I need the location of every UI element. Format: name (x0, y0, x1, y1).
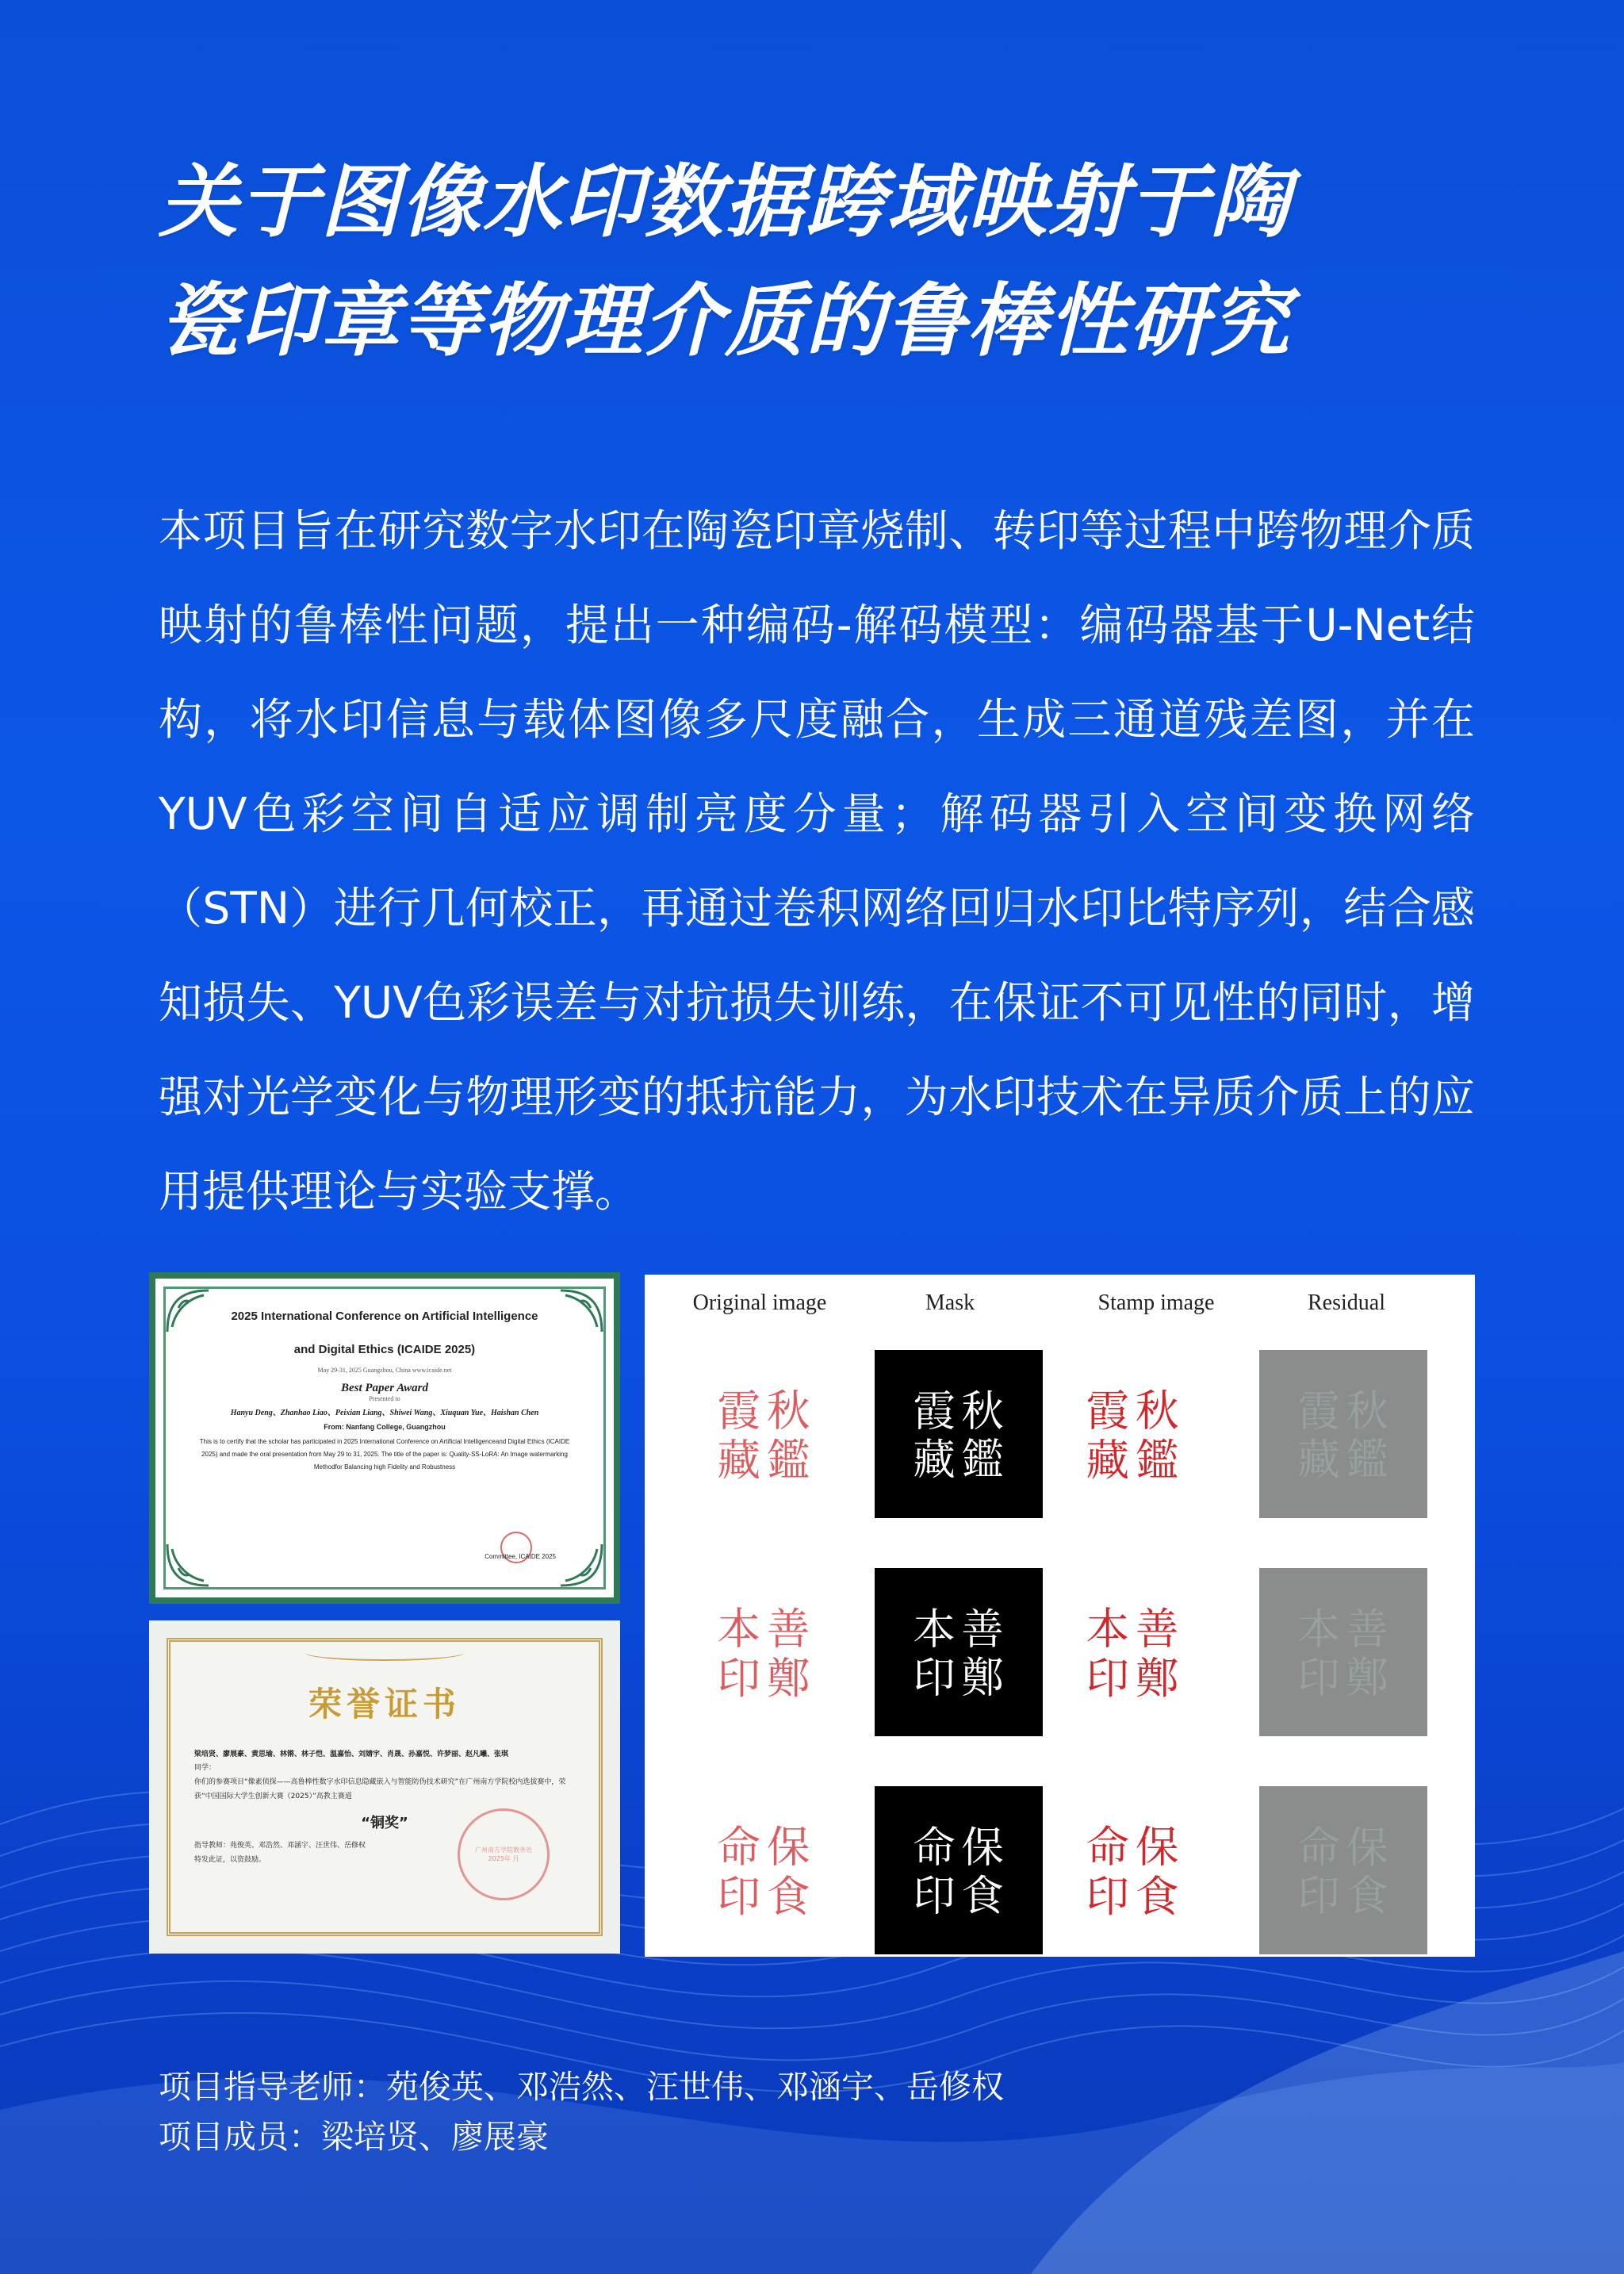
column-header-residual: Residual (1308, 1290, 1385, 1315)
seal-character: 印 (1086, 1653, 1130, 1704)
original-stamp (712, 1601, 815, 1704)
title-line-1: 关于图像水印数据跨域映射于陶 (159, 155, 1291, 248)
best-paper-certificate (149, 1272, 620, 1604)
top-ornament (305, 1645, 464, 1661)
residual-image (1259, 1568, 1427, 1736)
seal-character: 本 (717, 1603, 761, 1655)
column-header-original: Original image (692, 1290, 827, 1315)
seal-date: 2025年 月 (488, 1855, 519, 1862)
page-title (159, 143, 1475, 381)
seal-glyph-icon (1293, 1383, 1393, 1484)
seal-character: 保 (1346, 1822, 1389, 1873)
corner-ornament (557, 1287, 605, 1335)
author-names: Hanyu Deng、Zhanhao Liao、Peixian Liang、Shiwei Wang、Xiuquan Yue、Haishan Chen (230, 1409, 539, 1417)
seal-glyph-icon (1293, 1820, 1393, 1920)
honor-certificate (149, 1620, 620, 1954)
school-seal (458, 1808, 550, 1900)
seal-glyph-icon (712, 1819, 815, 1922)
seal-character: 鑑 (1135, 1435, 1179, 1486)
stamp-image (1081, 1382, 1184, 1486)
members-line: 项目成员：梁培贤、廖展豪 (159, 2118, 549, 2156)
seal-character: 鑑 (766, 1435, 810, 1486)
seal-character: 秋 (1346, 1386, 1389, 1436)
seal-character: 霞 (913, 1386, 956, 1436)
stamp-image (1081, 1601, 1184, 1704)
advisors-line: 项目指导老师：苑俊英、邓浩然、汪世伟、邓涵宇、岳修权 (159, 2068, 1004, 2106)
seal-character: 霞 (717, 1385, 761, 1436)
greeting: 同学： (194, 1764, 216, 1772)
seal-character: 霞 (1297, 1386, 1341, 1436)
certificate-text: 你们的参赛项目“像素侦探——高鲁棒性数字水印信息隐藏嵌入与智能防伪技术研究”在广州南方学院校内选拔赛中，荣获“中国国际大学生创新大赛（2025）”高教主赛道 (194, 1778, 566, 1800)
presented-to: Presented to (369, 1395, 400, 1402)
project-credits (159, 2062, 1004, 2162)
seal-character: 保 (1135, 1821, 1179, 1873)
seal-character: 鄭 (766, 1653, 810, 1704)
seal-character: 保 (766, 1821, 810, 1873)
seal-character: 鄭 (961, 1652, 1005, 1703)
title-line-2: 瓷印章等物理介质的鲁棒性研究 (159, 274, 1291, 367)
watermark-comparison-figure (645, 1275, 1475, 1957)
seal-glyph-icon (1293, 1601, 1393, 1702)
seal-character: 印 (913, 1870, 956, 1921)
seal-character: 鄭 (1346, 1652, 1389, 1703)
residual-image (1259, 1350, 1427, 1518)
seal-character: 命 (1297, 1822, 1341, 1873)
conference-name (166, 1289, 603, 1367)
seal-character: 善 (961, 1604, 1005, 1655)
seal-character: 鄭 (1135, 1653, 1179, 1704)
seal-character: 秋 (766, 1385, 810, 1436)
column-header-stamp: Stamp image (1097, 1290, 1215, 1315)
column-header-mask: Mask (925, 1290, 975, 1315)
seal-glyph-icon (908, 1820, 1009, 1920)
seal-character: 本 (913, 1604, 956, 1655)
seal-character: 善 (766, 1603, 810, 1655)
seal-character: 食 (766, 1871, 810, 1922)
closing-text: 特发此证，以资鼓励。 (194, 1856, 266, 1864)
original-stamp (712, 1382, 815, 1486)
stamp-image (1081, 1819, 1184, 1922)
award-level: “铜奖” (361, 1815, 408, 1831)
seal-character: 印 (1086, 1871, 1130, 1922)
seal-character: 印 (913, 1652, 956, 1703)
seal-character: 命 (717, 1821, 761, 1873)
seal-character: 藏 (1086, 1435, 1130, 1486)
seal-character: 鑑 (1346, 1434, 1389, 1485)
seal-character: 命 (1086, 1821, 1130, 1873)
conference-date: May 29-31, 2025 Guangzhou, China www.icaide.net (317, 1367, 452, 1374)
seal-character: 本 (1297, 1604, 1341, 1655)
seal-character: 印 (1297, 1652, 1341, 1703)
seal-glyph-icon (1081, 1819, 1184, 1922)
affiliation: From: Nanfang College, Guangzhou (324, 1423, 446, 1431)
seal-character: 食 (1346, 1870, 1389, 1921)
mask-image (875, 1568, 1043, 1736)
certificate-title: 荣誉证书 (308, 1685, 461, 1724)
seal-character: 鑑 (961, 1434, 1005, 1485)
seal-glyph-icon (908, 1601, 1009, 1702)
original-stamp (712, 1819, 815, 1922)
seal-character: 霞 (1086, 1385, 1130, 1436)
seal-character: 本 (1086, 1603, 1130, 1655)
seal-glyph-icon (712, 1382, 815, 1486)
seal-character: 保 (961, 1822, 1005, 1873)
conference-line-1: 2025 International Conference on Artificial Intelligence (231, 1310, 538, 1323)
mask-image (875, 1350, 1043, 1518)
instructor-list: 指导教师：苑俊英、邓浩然、邓涵宇、汪世伟、岳修权 (194, 1842, 366, 1850)
seal-character: 食 (961, 1870, 1005, 1921)
corner-ornament (164, 1541, 212, 1589)
seal-glyph-icon (908, 1383, 1009, 1484)
seal-glyph-icon (1081, 1382, 1184, 1486)
seal-character: 命 (913, 1822, 956, 1873)
member-list: 梁培贤、廖展豪、黄思瑜、林锵、林子恺、温嘉怡、刘婧宇、肖晟、孙嘉悦、许梦丽、赵凡曦、张琪 (194, 1751, 509, 1758)
committee-signature: Committee, ICAIDE 2025 (485, 1553, 556, 1560)
seal-glyph-icon (1081, 1601, 1184, 1704)
seal-character: 藏 (913, 1434, 956, 1485)
corner-ornament (557, 1541, 605, 1589)
seal-text: 广州南方学院教务处 (475, 1846, 532, 1854)
seal-character: 善 (1135, 1603, 1179, 1655)
conference-line-2: and Digital Ethics (ICAIDE 2025) (293, 1343, 476, 1356)
seal-character: 藏 (717, 1435, 761, 1486)
award-name: Best Paper Award (340, 1382, 428, 1394)
seal-character: 善 (1346, 1604, 1389, 1655)
seal-character: 印 (1297, 1870, 1341, 1921)
certificate-body: This is to certify that the scholar has participated in 2025 International Conference on Artificial Intelligenceand Digital Ethics (ICAIDE 2025) and made the oral presentation from May 29 to 31, 2025. The title of the paper is: Quality-SS-LoRA: An Image watermarking Methodfor Balancing high Fidelity and Robustness (199, 1438, 570, 1471)
abstract-paragraph: 本项目旨在研究数字水印在陶瓷印章烧制、转印等过程中跨物理介质映射的鲁棒性问题，提出一种编码-解码模型：编码器基于U-Net结构，将水印信息与载体图像多尺度融合，生成三通道残差图，并在YUV色彩空间自适应调制亮度分量；解码器引入空间变换网络（STN）进行几何校正，再通过卷积网络回归水印比特序列，结合感知损失、YUV色彩误差与对抗损失训练，在保证不可见性的同时，增强对光学变化与物理形变的抵抗能力，为水印技术在异质介质上的应用提供理论与实验支撑。 (159, 505, 1475, 1217)
seal-character: 印 (717, 1653, 761, 1704)
seal-character: 藏 (1297, 1434, 1341, 1485)
mask-image (875, 1786, 1043, 1954)
seal-character: 印 (717, 1871, 761, 1922)
seal-character: 秋 (961, 1386, 1005, 1436)
seal-character: 食 (1135, 1871, 1179, 1922)
seal-character: 秋 (1135, 1385, 1179, 1436)
corner-ornament (164, 1287, 212, 1335)
seal-glyph-icon (712, 1601, 815, 1704)
residual-image (1259, 1786, 1427, 1954)
